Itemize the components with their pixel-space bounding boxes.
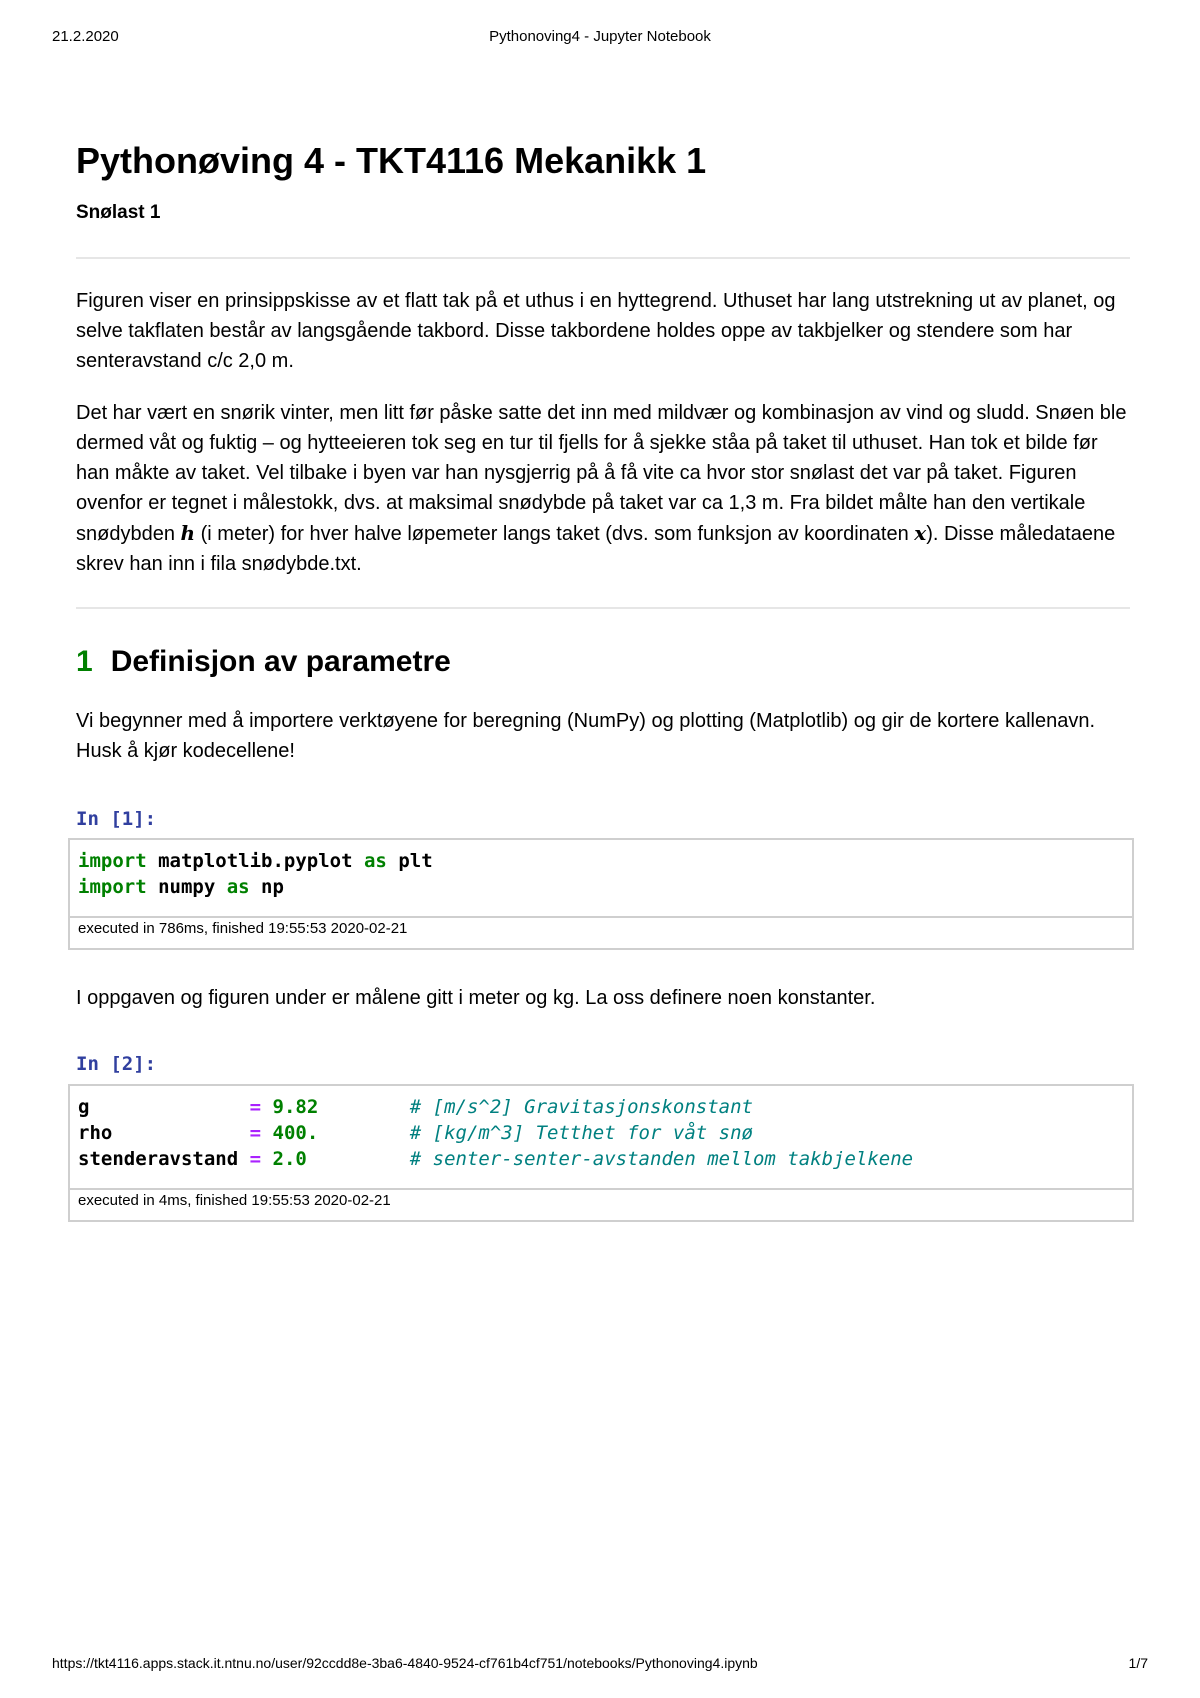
module-name: matplotlib.pyplot bbox=[146, 850, 364, 872]
whitespace bbox=[112, 1122, 249, 1144]
print-date: 21.2.2020 bbox=[52, 28, 119, 45]
section-title: Definisjon av parametre bbox=[110, 645, 451, 678]
section-heading bbox=[76, 645, 451, 679]
number-literal: 9.82 bbox=[261, 1096, 319, 1118]
print-header bbox=[52, 28, 1148, 48]
intro-paragraph-2-part-2: (i meter) for hver halve løpemeter langs taket (dvs. som funksjon av koordinaten bbox=[195, 523, 915, 545]
notebook-title: Pythonøving 4 - TKT4116 Mekanikk 1 bbox=[76, 140, 707, 181]
between-cells-text: I oppgaven og figuren under er målene gitt i meter og kg. La oss definere noen konstanter. bbox=[76, 987, 876, 1009]
page-number: 1/7 bbox=[1128, 1655, 1148, 1671]
intro-paragraph-2-part-1: Det har vært en snørik vinter, men litt før påske satte det inn med mildvær og kombinasjon av vind og sludd. Snøen ble dermed våt og fuktig – og hytteeieren tok seg en tur til fjells for å sjekke ståa på taket til uthuset. Han tok et bilde før han måkte av taket. Vel tilbake i byen var han nysgjerrig på å få vite ca hvor stor snølast det var på taket. Figuren ovenfor er tegnet i målestokk, dvs. at maksimal snødybde på taket var ca 1,3 m. Fra bildet målte han den vertikale snødybden bbox=[76, 402, 1127, 545]
cell-prompt: In [2]: bbox=[76, 1053, 157, 1075]
cell-prompt: In [1]: bbox=[76, 808, 157, 830]
section-text: Vi begynner med å importere verktøyene for beregning (NumPy) og plotting (Matplotlib) og gir de kortere kallenavn. Husk å kjør kodecellene! bbox=[76, 710, 1096, 762]
code-comment: # senter-senter-avstanden mellom takbjelkene bbox=[409, 1148, 914, 1170]
intro-paragraph-2-part-3: ). Disse måledataene skrev han inn i fila snødybde.txt. bbox=[76, 523, 1116, 575]
print-page-title: Pythonoving4 - Jupyter Notebook bbox=[489, 28, 711, 45]
intro-paragraph-1: Figuren viser en prinsippskisse av et flatt tak på et uthus i en hyttegrend. Uthuset har lang utstrekning ut av planet, og selve takflaten består av langsgående takbord. Disse takbordene holdes oppe av takbjelker og stendere som har senteravstand c/c 2,0 m. bbox=[76, 290, 1116, 372]
alias-name: np bbox=[249, 876, 284, 898]
execution-info: executed in 4ms, finished 19:55:53 2020-02-21 bbox=[70, 1188, 1132, 1210]
operator: = bbox=[249, 1148, 262, 1170]
code-line bbox=[78, 1122, 753, 1144]
code-line bbox=[78, 850, 433, 872]
keyword: as bbox=[363, 850, 387, 872]
code-cell[interactable] bbox=[68, 838, 1134, 950]
whitespace bbox=[318, 1096, 410, 1118]
code-line bbox=[78, 1148, 913, 1170]
operator: = bbox=[249, 1122, 262, 1144]
code-cell[interactable] bbox=[68, 1084, 1134, 1222]
code-comment: # [kg/m^3] Tetthet for våt snø bbox=[409, 1122, 753, 1144]
keyword: import bbox=[78, 876, 147, 898]
alias-name: plt bbox=[386, 850, 433, 872]
keyword: as bbox=[226, 876, 250, 898]
math-variable-h: h bbox=[180, 521, 196, 545]
code-line bbox=[78, 876, 284, 898]
print-footer bbox=[52, 1655, 1148, 1675]
notebook-subtitle: Snølast 1 bbox=[76, 202, 161, 223]
page-url: https://tkt4116.apps.stack.it.ntnu.no/user/92ccdd8e-3ba6-4840-9524-cf761b4cf751/notebooks/Pythonoving4.ipynb bbox=[52, 1655, 758, 1671]
whitespace bbox=[89, 1096, 249, 1118]
code-comment: # [m/s^2] Gravitasjonskonstant bbox=[409, 1096, 753, 1118]
math-variable-x: x bbox=[914, 521, 927, 545]
module-name: numpy bbox=[146, 876, 227, 898]
code-input[interactable] bbox=[70, 1086, 1132, 1188]
whitespace bbox=[318, 1122, 410, 1144]
section-number: 1 bbox=[76, 645, 93, 678]
divider bbox=[76, 607, 1130, 609]
number-literal: 2.0 bbox=[261, 1148, 307, 1170]
code-input[interactable] bbox=[70, 840, 1132, 916]
number-literal: 400. bbox=[261, 1122, 319, 1144]
keyword: import bbox=[78, 850, 147, 872]
intro-paragraph-2 bbox=[76, 398, 1130, 579]
operator: = bbox=[249, 1096, 262, 1118]
code-line bbox=[78, 1096, 753, 1118]
execution-info: executed in 786ms, finished 19:55:53 2020-02-21 bbox=[70, 916, 1132, 938]
variable-name: stenderavstand bbox=[78, 1148, 239, 1170]
variable-name: g bbox=[78, 1096, 90, 1118]
divider bbox=[76, 257, 1130, 259]
whitespace bbox=[307, 1148, 410, 1170]
whitespace bbox=[238, 1148, 249, 1170]
variable-name: rho bbox=[78, 1122, 113, 1144]
